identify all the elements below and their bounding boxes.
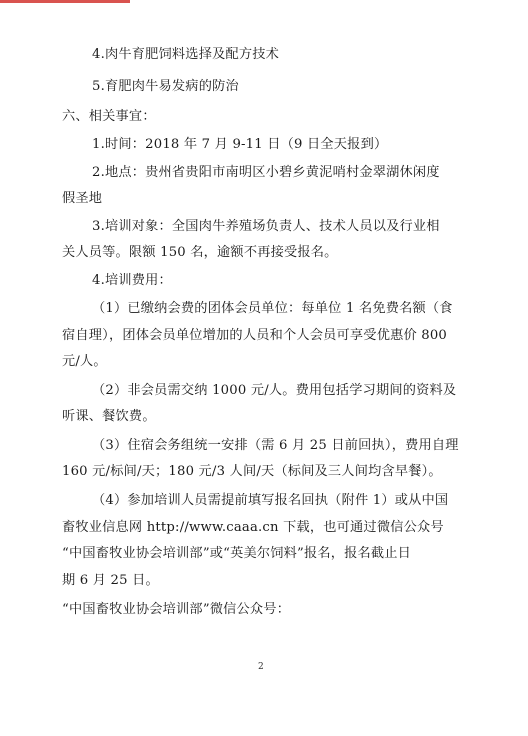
text-line: 畜牧业信息网 http://www.caaa.cn 下载，也可通过微信公众号 xyxy=(62,520,444,535)
page-number: 2 xyxy=(258,662,264,672)
text-line: “中国畜牧业协会培训部”或“英美尔饲料”报名，报名截止日 xyxy=(62,546,412,561)
text-line: （2）非会员需交纳 1000 元/人。费用包括学习期间的资料及 xyxy=(92,383,457,398)
text-line: 4.肉牛育肥饲料选择及配方技术 xyxy=(92,47,280,62)
text-line: （3）住宿会务组统一安排（需 6 月 25 日前回执），费用自理 xyxy=(92,438,459,453)
text-line: 关人员等。限额 150 名，逾额不再接受报名。 xyxy=(62,245,338,260)
text-line: （1）已缴纳会费的团体会员单位：每单位 1 名免费名额（食 xyxy=(92,301,453,316)
text-line: 宿自理），团体会员单位增加的人员和个人会员可享受优惠价 800 xyxy=(62,328,448,343)
text-line: 假圣地 xyxy=(62,191,103,206)
text-line: 160 元/标间/天；180 元/3 人间/天（标间及三人间均含早餐）。 xyxy=(62,464,442,479)
text-line: 期 6 月 25 日。 xyxy=(62,573,159,588)
text-line: 5.育肥肉牛易发病的防治 xyxy=(92,79,239,94)
text-line: 元/人。 xyxy=(62,354,107,369)
text-line: 听课、餐饮费。 xyxy=(62,409,156,424)
section-heading: 六、相关事宜： xyxy=(62,109,156,124)
text-line: “中国畜牧业协会培训部”微信公众号： xyxy=(62,602,291,617)
text-line: 2.地点：贵州省贵阳市南明区小碧乡黄泥哨村金翠湖休闲度 xyxy=(92,165,440,180)
text-line: 4.培训费用： xyxy=(92,273,172,288)
text-line: 1.时间：2018 年 7 月 9-11 日（9 日全天报到） xyxy=(92,137,388,152)
text-line: 3.培训对象：全国肉牛养殖场负责人、技术人员以及行业相 xyxy=(92,219,440,234)
text-line: （4）参加培训人员需提前填写报名回执（附件 1）或从中国 xyxy=(92,493,449,508)
